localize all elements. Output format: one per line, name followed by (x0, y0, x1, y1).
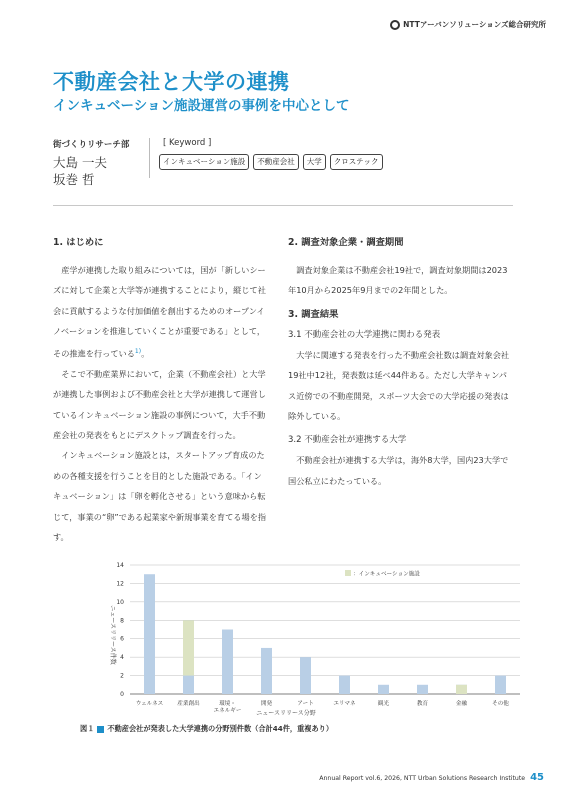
subsection-heading: 3.2 不動産会社が連携する大学 (288, 435, 407, 446)
author-1: 大島 一夫 (53, 155, 107, 170)
x-tick-label: 産業創出 (177, 701, 200, 707)
keyword-label: [ Keyword ] (163, 138, 212, 148)
footer (319, 772, 544, 783)
article-title: 不動産会社と大学の連携 (53, 70, 290, 94)
page-number: 45 (530, 772, 544, 783)
divider (149, 138, 150, 178)
bar-incubation (183, 620, 194, 675)
x-tick-label: 開発 (260, 701, 273, 707)
article-subtitle: インキュベーション施設運営の事例を中心として (53, 98, 350, 114)
y-tick-label: 12 (116, 580, 124, 588)
footnote-ref: 1) (134, 347, 142, 355)
paragraph: インキュベーション施設とは，スタートアップ育成のための各種支援を行うことを目的とした施設である。「インキュベーション」は「卵を孵化させる」という意味から転じて，事業の“卵”である起業家や新規事業を育てる場を指す。 (53, 450, 267, 543)
keyword-chip: 不動産会社 (253, 154, 299, 170)
bar-incubation (456, 685, 467, 694)
x-tick-label: エリマネ (333, 701, 356, 707)
y-tick-label: 8 (120, 617, 124, 625)
x-tick-label: アート (297, 701, 314, 707)
section-heading-intro: 1. はじめに (53, 237, 104, 248)
y-axis-label: ニュースリリース件数 (109, 605, 116, 665)
section-rule (53, 205, 513, 206)
department: 街づくりリサーチ部 (53, 140, 130, 150)
keyword-chip: 大学 (303, 154, 326, 170)
section-heading-results: 3. 調査結果 (288, 308, 339, 320)
right-column (288, 233, 514, 491)
caption-prefix: 図１ (80, 724, 95, 733)
x-tick-label: 金融 (455, 701, 468, 707)
caption-text: 不動産会社が発表した大学連携の分野別件数（合計44件，重複あり） (107, 724, 334, 733)
y-tick-label: 10 (116, 598, 124, 606)
section-heading-survey: 2. 調査対象企業・調査期間 (288, 237, 404, 248)
y-tick-label: 2 (120, 672, 124, 680)
left-column (53, 233, 269, 547)
y-tick-label: 6 (120, 635, 124, 643)
keyword-chip: インキュベーション施設 (159, 154, 249, 170)
bar (378, 685, 389, 694)
author-2: 坂巻 哲 (53, 172, 95, 187)
paragraph: そこで不動産業界において，企業（不動産会社）と大学が連携した事例および不動産会社と大学が連携して運営しているインキュベーション施設の事例について，大手不動産会社の発表をもとにデスクトップ調査を行った。 (53, 368, 266, 440)
bar (417, 685, 428, 694)
x-tick-label: 教育 (416, 701, 429, 707)
bar (261, 648, 272, 694)
bar (495, 676, 506, 694)
x-tick-label: エネルギー (213, 708, 242, 714)
paragraph: 大学に関連する発表を行った不動産会社数は調査対象会社19社中12社，発表数は延べ44件ある。ただし大学キャンパス近傍での不動産開発，スポーツ大会での大学応援の発表は除外している。 (288, 349, 510, 422)
bar (300, 657, 311, 694)
paragraph: 調査対象企業は不動産会社19社で，調査対象期間は2023年10月から2025年9月までの2年間とした。 (288, 265, 508, 296)
legend-swatch (345, 570, 351, 576)
bar-chart (80, 555, 520, 720)
legend-label: ：インキュベーション施設 (353, 571, 420, 578)
x-tick-label: ウェルネス (135, 701, 164, 707)
keyword-chip: クロステック (330, 154, 383, 170)
subsection-heading: 3.1 不動産会社の大学連携に関わる発表 (288, 329, 441, 340)
chart-svg (80, 555, 520, 720)
x-tick-label: 観光 (377, 701, 390, 707)
y-tick-label: 0 (120, 691, 124, 698)
x-tick-label: 環境・ (219, 701, 236, 707)
paragraph: 不動産会社が連携する大学は，海外8大学，国内23大学で国公私立にわたっている。 (288, 455, 509, 486)
header-logo (390, 19, 546, 30)
figure-caption (80, 724, 333, 734)
bar (222, 630, 233, 695)
x-axis-label: ニュースリリース分野 (256, 710, 316, 717)
bar (144, 574, 155, 694)
bar (339, 676, 350, 694)
footer-text: Annual Report vol.6, 2026, NTT Urban Solutions Research Institute (319, 775, 526, 782)
logo-text: NTTアーバンソリューションズ総合研究所 (403, 20, 546, 29)
caption-square-icon (97, 726, 104, 733)
x-tick-label: その他 (492, 701, 509, 707)
paragraph: 産学が連携した取り組みについては，国が「新しいシーズに対して企業と大学等が連携することにより，縦じて社会に貢献するような付加価値を創出するためのオープンイノベーションを推進していくことが重要である」として，その推進を行っている$^{1)}$。 (53, 265, 266, 359)
keyword-list (159, 154, 383, 170)
ntt-logo-icon (390, 20, 400, 30)
y-tick-label: 4 (120, 654, 124, 662)
y-tick-label: 14 (116, 562, 124, 569)
